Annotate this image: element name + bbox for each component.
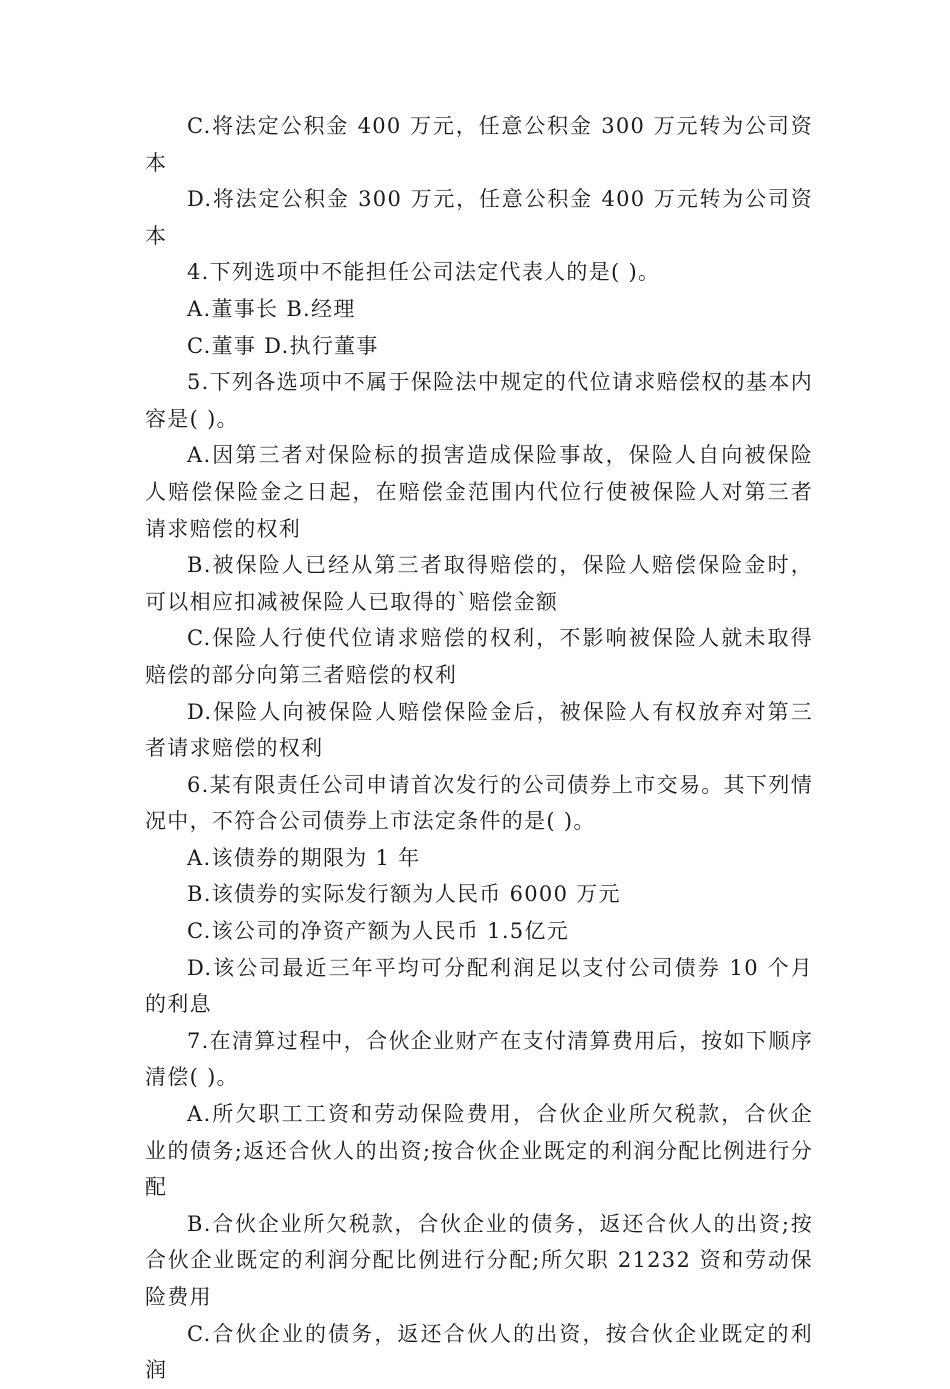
option-7c: C.合伙企业的债务，返还合伙人的出资，按合伙企业既定的利润 [145, 1321, 813, 1383]
option-3c: C.将法定公积金 400 万元，任意公积金 300 万元转为公司资本 [145, 114, 813, 175]
question-5: 5.下列各选项中不属于保险法中规定的代位请求赔偿权的基本内容是( )。 [145, 370, 813, 431]
question-4: 4.下列选项中不能担任公司法定代表人的是( )。 [187, 260, 661, 285]
question-7: 7.在清算过程中，合伙企业财产在支付清算费用后，按如下顺序清偿( )。 [145, 1028, 813, 1090]
question-6: 6.某有限责任公司申请首次发行的公司债券上市交易。其下列情况中，不符合公司债券上市法定条件的是( )。 [145, 772, 813, 834]
option-7b: B.合伙企业所欠税款，合伙企业的债务，返还合伙人的出资;按合伙企业既定的利润分配比例进行分配;所欠职 21232 资和劳动保险费用 [145, 1211, 813, 1309]
option-5c: C.保险人行使代位请求赔偿的权利，不影响被保险人就未取得赔偿的部分向第三者赔偿的权利 [145, 626, 813, 687]
option-5d: D.保险人向被保险人赔偿保险金后，被保险人有权放弃对第三者请求赔偿的权利 [145, 699, 813, 761]
option-6c: C.该公司的净资产额为人民币 1.5亿元 [187, 919, 570, 944]
option-6d: D.该公司最近三年平均可分配利润足以支付公司债券 10 个月的利息 [145, 955, 813, 1017]
document-body [145, 108, 813, 1389]
option-6a: A.该债券的期限为 1 年 [187, 845, 421, 870]
option-5b: B.被保险人已经从第三者取得赔偿的，保险人赔偿保险金时，可以相应扣减被保险人已取得的`赔偿金额 [145, 553, 813, 614]
option-7a: A.所欠职工工资和劳动保险费用，合伙企业所欠税款，合伙企业的债务;返还合伙人的出资;按合伙企业既定的利润分配比例进行分配 [145, 1102, 813, 1200]
option-5a: A.因第三者对保险标的损害造成保险事故，保险人自向被保险人赔偿保险金之日起，在赔偿金范围内代位行使被保险人对第三者请求赔偿的权利 [145, 443, 813, 541]
option-6b: B.该债券的实际发行额为人民币 6000 万元 [187, 882, 621, 907]
option-3d: D.将法定公积金 300 万元，任意公积金 400 万元转为公司资本 [145, 187, 813, 248]
options-4ab: A.董事长 B.经理 [187, 296, 356, 321]
options-4cd: C.董事 D.执行董事 [187, 333, 379, 358]
